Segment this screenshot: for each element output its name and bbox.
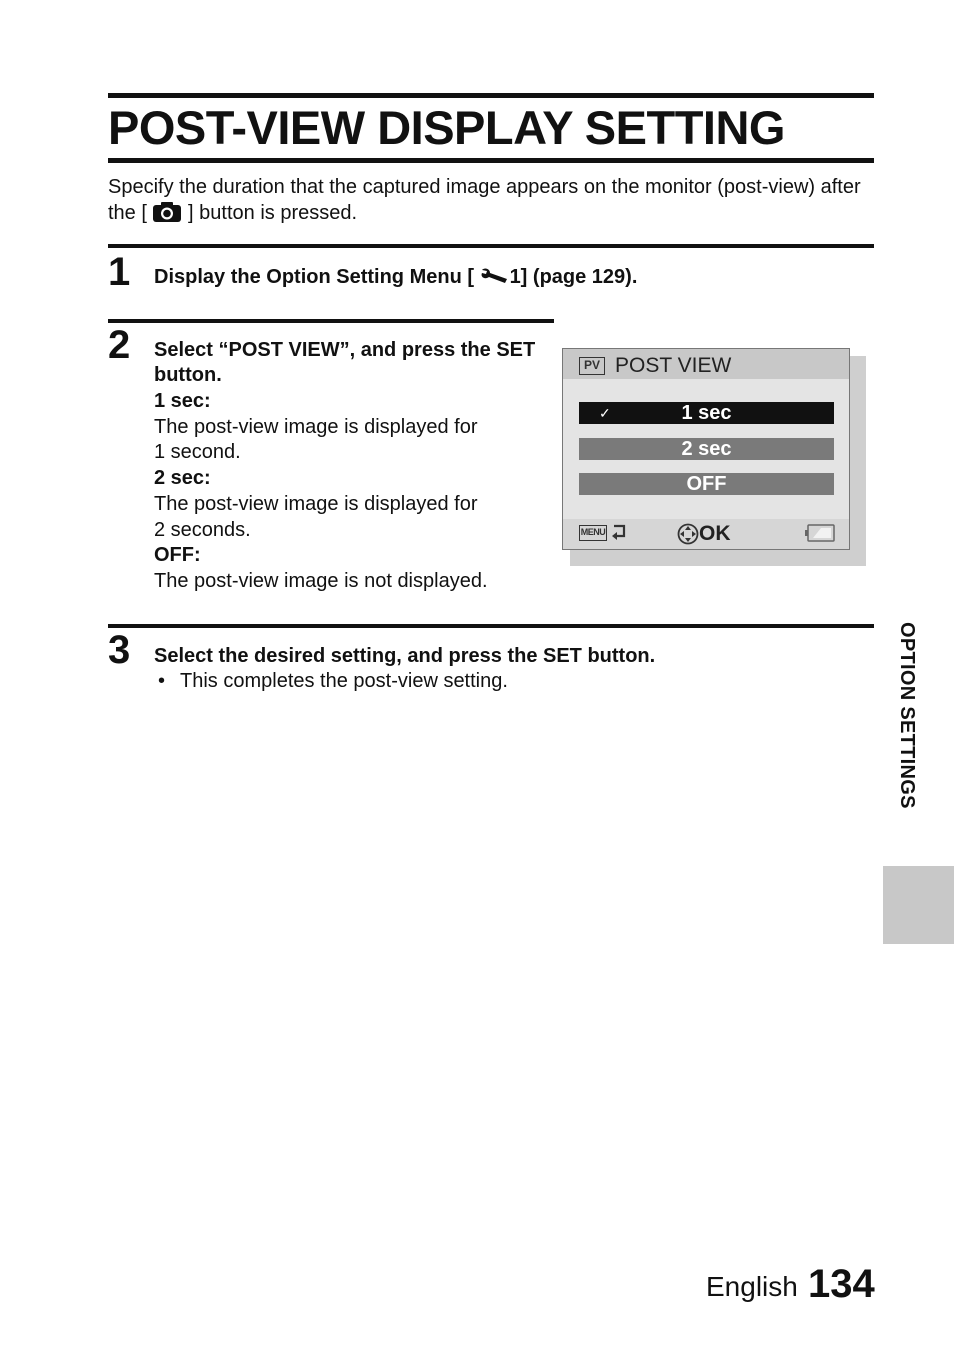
title-bottom-rule [108,158,874,163]
dpad-icon [677,523,699,550]
step1-title-start: Display the Option Setting Menu [ [154,266,474,288]
step3-bullet [158,668,508,694]
return-arrow-icon [610,523,628,548]
pv-icon: PV [579,357,605,375]
screen-option-off[interactable] [579,473,834,495]
screen-header [563,349,849,379]
step2-options [154,389,554,595]
screen-option-off-label: OFF [686,473,727,495]
step3-rule [108,624,874,628]
check-icon: ✓ [599,405,611,421]
title-top-rule [108,93,874,98]
page-title: POST-VIEW DISPLAY SETTING [108,101,785,154]
intro-text-end: ] button is pressed. [188,202,358,224]
option-1sec-desc-2: 1 second. [154,441,241,464]
option-2sec-desc-2: 2 seconds. [154,518,251,541]
intro-text [108,174,868,226]
screen-option-1sec-label: 1 sec [681,402,732,424]
ok-label: OK [699,522,731,545]
screen-option-1sec[interactable] [579,402,834,424]
option-off-desc-1: The post-view image is not displayed. [154,569,488,592]
sidebar-tab [883,866,954,944]
step3-title: Select the desired setting, and press the SET button. [154,645,656,667]
option-1sec-label: 1 sec: [154,390,211,412]
wrench-icon [480,266,510,292]
footer-language: English [706,1271,798,1302]
screen-title: POST VIEW [615,354,732,377]
intro-text-start: Specify the duration that the captured image appears on the monitor (post-view) after the [ [108,176,861,224]
option-off-label: OFF: [154,544,201,567]
camera-icon [152,201,182,223]
sidebar-section-label: OPTION SETTINGS [896,622,918,809]
step1-title [154,264,637,292]
screen-footer [563,519,849,549]
step2-rule [108,319,554,323]
step3-number: 3 [108,628,131,672]
step2-number: 2 [108,323,131,367]
camera-screen [562,348,850,550]
screen-option-2sec[interactable] [579,438,834,460]
page-number: 134 [808,1262,875,1306]
menu-icon: MENU [579,525,607,541]
step1-rule [108,244,874,248]
step1-number: 1 [108,250,131,294]
screen-option-2sec-label: 2 sec [681,438,732,460]
step1-title-end: 1] (page 129). [509,266,638,288]
option-2sec-desc-1: The post-view image is displayed for [154,492,478,515]
option-2sec-label: 2 sec: [154,467,211,490]
bullet-dot: • [158,670,166,692]
step2-title: Select “POST VIEW”, and press the SET button. [154,339,536,386]
battery-icon [805,524,835,547]
step3-bullet-text: This completes the post-view setting. [180,670,508,692]
option-1sec-desc-1: The post-view image is displayed for [154,415,478,438]
